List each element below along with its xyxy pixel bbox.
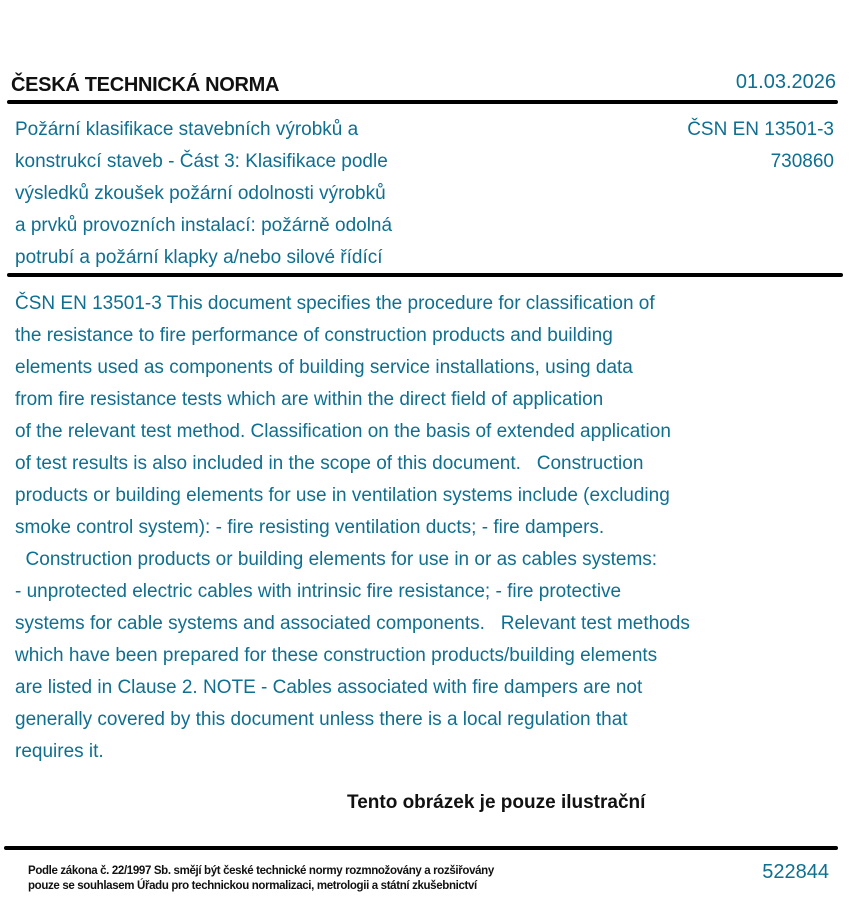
description-line: of test results is also included in the scope of this document. Construction	[15, 453, 644, 474]
title-divider	[7, 273, 843, 277]
standard-title-line: a prvků provozních instalací: požárně odolná	[15, 215, 393, 236]
description-line: - unprotected electric cables with intrinsic fire resistance; - fire protective	[15, 581, 622, 602]
class-number: 730860	[770, 151, 834, 172]
standard-title-line: Požární klasifikace stavebních výrobků a	[15, 119, 359, 140]
description-line: generally covered by this document unless there is a local regulation that	[15, 709, 628, 730]
illustration-note: Tento obrázek je pouze ilustrační	[347, 792, 646, 813]
header-divider	[7, 100, 838, 104]
legal-notice-line: pouze se souhlasem Úřadu pro technickou normalizaci, metrologii a státní zkušebnictví	[28, 880, 477, 892]
description-line: smoke control system): - fire resisting ventilation ducts; - fire dampers.	[15, 517, 605, 538]
publication-date: 01.03.2026	[735, 71, 836, 93]
description-line: elements used as components of building service installations, using data	[15, 357, 633, 378]
standard-title-line: konstrukcí staveb - Část 3: Klasifikace podle	[15, 151, 388, 172]
description-line: of the relevant test method. Classification on the basis of extended application	[15, 421, 671, 442]
description-line: from fire resistance tests which are within the direct field of application	[15, 389, 604, 410]
description-line: are listed in Clause 2. NOTE - Cables associated with fire dampers are not	[15, 677, 643, 698]
standard-title-line: potrubí a požární klapky a/nebo silové řídící	[15, 247, 383, 268]
description-line: products or building elements for use in ventilation systems include (excluding	[15, 485, 670, 506]
standard-description	[15, 288, 845, 768]
description-line: the resistance to fire performance of construction products and building	[15, 325, 613, 346]
footer-divider	[4, 846, 838, 850]
standard-code: ČSN EN 13501-3	[687, 119, 834, 140]
description-line: ČSN EN 13501-3 This document specifies the procedure for classification of	[15, 293, 655, 314]
description-line: systems for cable systems and associated components. Relevant test methods	[15, 613, 690, 634]
legal-notice	[28, 864, 494, 894]
description-line: which have been prepared for these construction products/building elements	[15, 645, 658, 666]
description-line: requires it.	[15, 741, 104, 762]
standard-title	[15, 114, 485, 274]
standard-codes	[687, 114, 834, 178]
document-number: 522844	[762, 861, 829, 883]
page-title: ČESKÁ TECHNICKÁ NORMA	[11, 74, 280, 96]
description-line: Construction products or building elements for use in or as cables systems:	[15, 549, 658, 570]
legal-notice-line: Podle zákona č. 22/1997 Sb. smějí být české technické normy rozmnožovány a rozšiřovány	[28, 865, 494, 877]
standard-title-line: výsledků zkoušek požární odolnosti výrobků	[15, 183, 386, 204]
